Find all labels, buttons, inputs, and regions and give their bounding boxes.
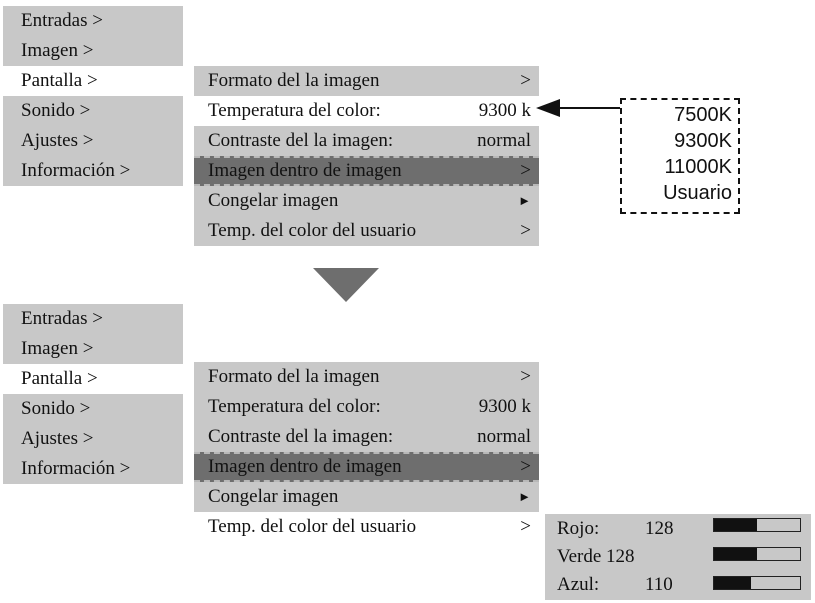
submenu-item-value: normal (477, 426, 531, 447)
option-11000k[interactable]: 11000K (664, 156, 732, 178)
menu-item-imagen[interactable] (3, 334, 183, 364)
menu-item-label: Sonido > (21, 100, 91, 121)
menu-item-entradas[interactable] (3, 6, 183, 36)
play-icon: ► (518, 193, 531, 208)
submenu-item-label: Temperatura del color: (208, 396, 381, 417)
submenu-item-imagen-dentro (194, 156, 539, 186)
submenu-item-temperatura[interactable] (194, 392, 539, 422)
submenu-item-value: > (520, 516, 531, 537)
submenu-item-label: Contraste del la imagen: (208, 130, 394, 151)
submenu-item-value: > (520, 456, 531, 477)
menu-item-pantalla[interactable] (3, 66, 183, 96)
option-9300k[interactable]: 9300K (674, 130, 732, 152)
menu-item-label: Entradas > (21, 308, 103, 329)
menu-item-sonido[interactable] (3, 394, 183, 424)
rojo-level-bar[interactable] (713, 518, 801, 532)
submenu-item-label: Temp. del color del usuario (208, 220, 417, 241)
azul-level-bar[interactable] (713, 576, 801, 590)
submenu-item-label: Formato del la imagen (208, 70, 380, 91)
submenu-item-temp-usuario[interactable] (194, 512, 539, 542)
menu-item-label: Imagen > (21, 40, 94, 61)
top-main-menu (3, 6, 183, 186)
rgb-value: 128 (645, 518, 674, 539)
submenu-item-label: Temperatura del color: (208, 100, 381, 121)
menu-item-label: Entradas > (21, 10, 103, 31)
submenu-item-value: normal (477, 130, 531, 151)
rojo-level-fill (714, 519, 757, 531)
menu-item-label: Imagen > (21, 338, 94, 359)
menu-item-label: Pantalla > (21, 368, 98, 389)
menu-item-entradas[interactable] (3, 304, 183, 334)
left-arrow-icon (536, 96, 622, 120)
rgb-value: 110 (645, 574, 673, 595)
menu-item-label: Sonido > (21, 398, 91, 419)
azul-level-fill (714, 577, 751, 589)
bottom-pantalla-submenu (194, 362, 539, 542)
color-temperature-options (620, 98, 740, 214)
submenu-item-congelar[interactable] (194, 482, 539, 512)
submenu-item-temperatura[interactable] (194, 96, 539, 126)
submenu-item-value: > (520, 220, 531, 241)
menu-item-label: Información > (21, 160, 131, 181)
down-arrow-icon (313, 268, 379, 302)
menu-item-ajustes[interactable] (3, 126, 183, 156)
submenu-item-contraste[interactable] (194, 422, 539, 452)
rgb-label: Verde 128 (557, 546, 635, 567)
submenu-item-value: 9300 k (478, 396, 531, 417)
submenu-item-temp-usuario[interactable] (194, 216, 539, 246)
menu-item-informacion[interactable] (3, 156, 183, 186)
top-pantalla-submenu (194, 66, 539, 246)
submenu-item-congelar[interactable] (194, 186, 539, 216)
menu-item-pantalla[interactable] (3, 364, 183, 394)
submenu-item-value: > (520, 366, 531, 387)
rgb-label: Azul: (557, 574, 600, 595)
submenu-item-contraste[interactable] (194, 126, 539, 156)
submenu-item-label: Congelar imagen (208, 190, 339, 211)
menu-item-informacion[interactable] (3, 454, 183, 484)
submenu-item-imagen-dentro (194, 452, 539, 482)
submenu-item-value: > (520, 70, 531, 91)
submenu-item-label: Imagen dentro de imagen (208, 456, 402, 477)
submenu-item-label: Imagen dentro de imagen (208, 160, 402, 181)
bottom-main-menu (3, 304, 183, 484)
menu-item-label: Pantalla > (21, 70, 98, 91)
submenu-item-label: Formato del la imagen (208, 366, 380, 387)
menu-item-ajustes[interactable] (3, 424, 183, 454)
submenu-item-label: Congelar imagen (208, 486, 339, 507)
verde-level-fill (714, 548, 757, 560)
submenu-item-formato[interactable] (194, 362, 539, 392)
submenu-item-formato[interactable] (194, 66, 539, 96)
play-icon: ► (518, 489, 531, 504)
submenu-item-label: Contraste del la imagen: (208, 426, 394, 447)
menu-item-label: Ajustes > (21, 130, 94, 151)
submenu-item-value: > (520, 160, 531, 181)
menu-item-sonido[interactable] (3, 96, 183, 126)
menu-item-imagen[interactable] (3, 36, 183, 66)
rgb-label: Rojo: (557, 518, 600, 539)
submenu-item-value: 9300 k (478, 100, 531, 121)
option-usuario[interactable]: Usuario (663, 182, 732, 204)
menu-item-label: Información > (21, 458, 131, 479)
menu-item-label: Ajustes > (21, 428, 94, 449)
verde-level-bar[interactable] (713, 547, 801, 561)
option-7500k[interactable]: 7500K (674, 104, 732, 126)
submenu-item-label: Temp. del color del usuario (208, 516, 417, 537)
